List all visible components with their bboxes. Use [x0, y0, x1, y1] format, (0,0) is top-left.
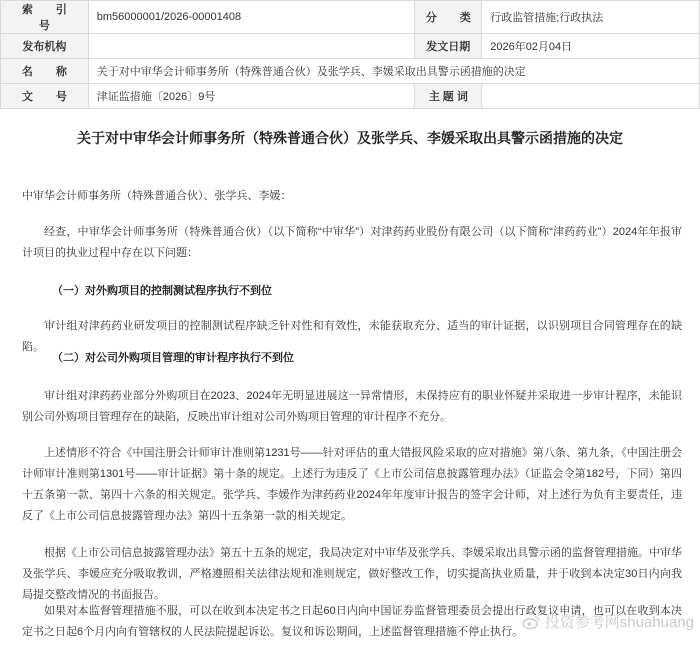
- addressee: 中审华会计师事务所（特殊普通合伙）、张学兵、李媛：: [22, 190, 292, 202]
- watermark-text: 投资参考网shuahuang: [544, 614, 694, 631]
- meta-row-name: [1, 59, 700, 84]
- paragraph-legal-basis: 上述情形不符合《中国注册会计师审计准则第1231号——针对评估的重大错报风险采取的应对措施》第八条、第九条，《中国注册会计师审计准则第1301号——审计证据》第十条的规定。上述行为违反了《上市公司信息披露管理办法》（证监会令第182号，下同）第四十五条第一款、第四十六条的相关规定。张学兵、李媛作为津药药业2024年年度审计报告的签字会计师，对上述行为负有主要责任，违反了《上市公司信息披露管理办法》第四十五条第一款的相关规定。: [22, 447, 682, 522]
- issuer-label: 发布机构: [1, 34, 89, 59]
- paragraph-issue-1: 审计组对津药药业研发项目的控制测试程序缺乏针对性和有效性，未能获取充分、适当的审计证据，以识别项目合同管理存在的缺陷。: [22, 320, 682, 353]
- date-value: 2026年02月04日: [482, 34, 700, 59]
- weibo-icon: [522, 615, 540, 629]
- meta-row-index: [1, 1, 700, 34]
- name-label: 名 称: [1, 59, 89, 84]
- paragraph-issue-2: 审计组对津药药业部分外购项目在2023、2024年无明显进展这一异常情形，未保持应有的职业怀疑并采取进一步审计程序，未能识别公司外购项目管理存在的缺陷，反映出审计组对公司外购项目管理的审计程序不充分。: [22, 390, 682, 423]
- paragraph-findings-intro: 经查，中审华会计师事务所（特殊普通合伙）（以下简称“中审华”）对津药药业股份有限公司（以下简称“津药药业”）2024年年报审计项目的执业过程中存在以下问题：: [22, 226, 682, 259]
- date-label: 发文日期: [415, 34, 482, 59]
- docno-label: 文 号: [1, 84, 89, 109]
- paragraph-appeal-rights: 如果对本监督管理措施不服，可以在收到本决定书之日起60日内向中国证券监督管理委员会提出行政复议申请，也可以在收到本决定书之日起6个月内向有管辖权的人民法院提起诉讼。复议和诉讼期间，上述监督管理措施不停止执行。: [22, 605, 682, 638]
- paragraph-decision: 根据《上市公司信息披露管理办法》第五十五条的规定，我局决定对中审华及张学兵、李媛采取出具警示函的监督管理措施。中审华及张学兵、李媛应充分吸取教训，严格遵照相关法律法规和准则规定，做好整改工作，切实提高执业质量，并于收到本决定30日内向我局提交整改情况的书面报告。: [22, 547, 682, 601]
- meta-row-issuer: [1, 34, 700, 59]
- docno-value: 津证监措施〔2026〕9号: [88, 84, 415, 109]
- name-value: 关于对中审华会计师事务所（特殊普通合伙）及张学兵、李媛采取出具警示函措施的决定: [88, 59, 699, 84]
- category-value: 行政监管措施;行政执法: [482, 1, 700, 34]
- document-title: 关于对中审华会计师事务所（特殊普通合伙）及张学兵、李媛采取出具警示函措施的决定: [77, 130, 623, 146]
- section-heading-2: （二）对公司外购项目管理的审计程序执行不到位: [52, 352, 294, 364]
- metadata-table: [0, 0, 700, 109]
- index-label: 索 引 号: [1, 1, 89, 34]
- watermark: [522, 611, 694, 632]
- issuer-value: [88, 34, 415, 59]
- subject-label: 主 题 词: [415, 84, 482, 109]
- meta-row-docno: [1, 84, 700, 109]
- subject-value: [482, 84, 700, 109]
- category-label: 分 类: [415, 1, 482, 34]
- section-heading-1: （一）对外购项目的控制测试程序执行不到位: [52, 285, 272, 297]
- index-value: bm56000001/2026-00001408: [88, 1, 415, 34]
